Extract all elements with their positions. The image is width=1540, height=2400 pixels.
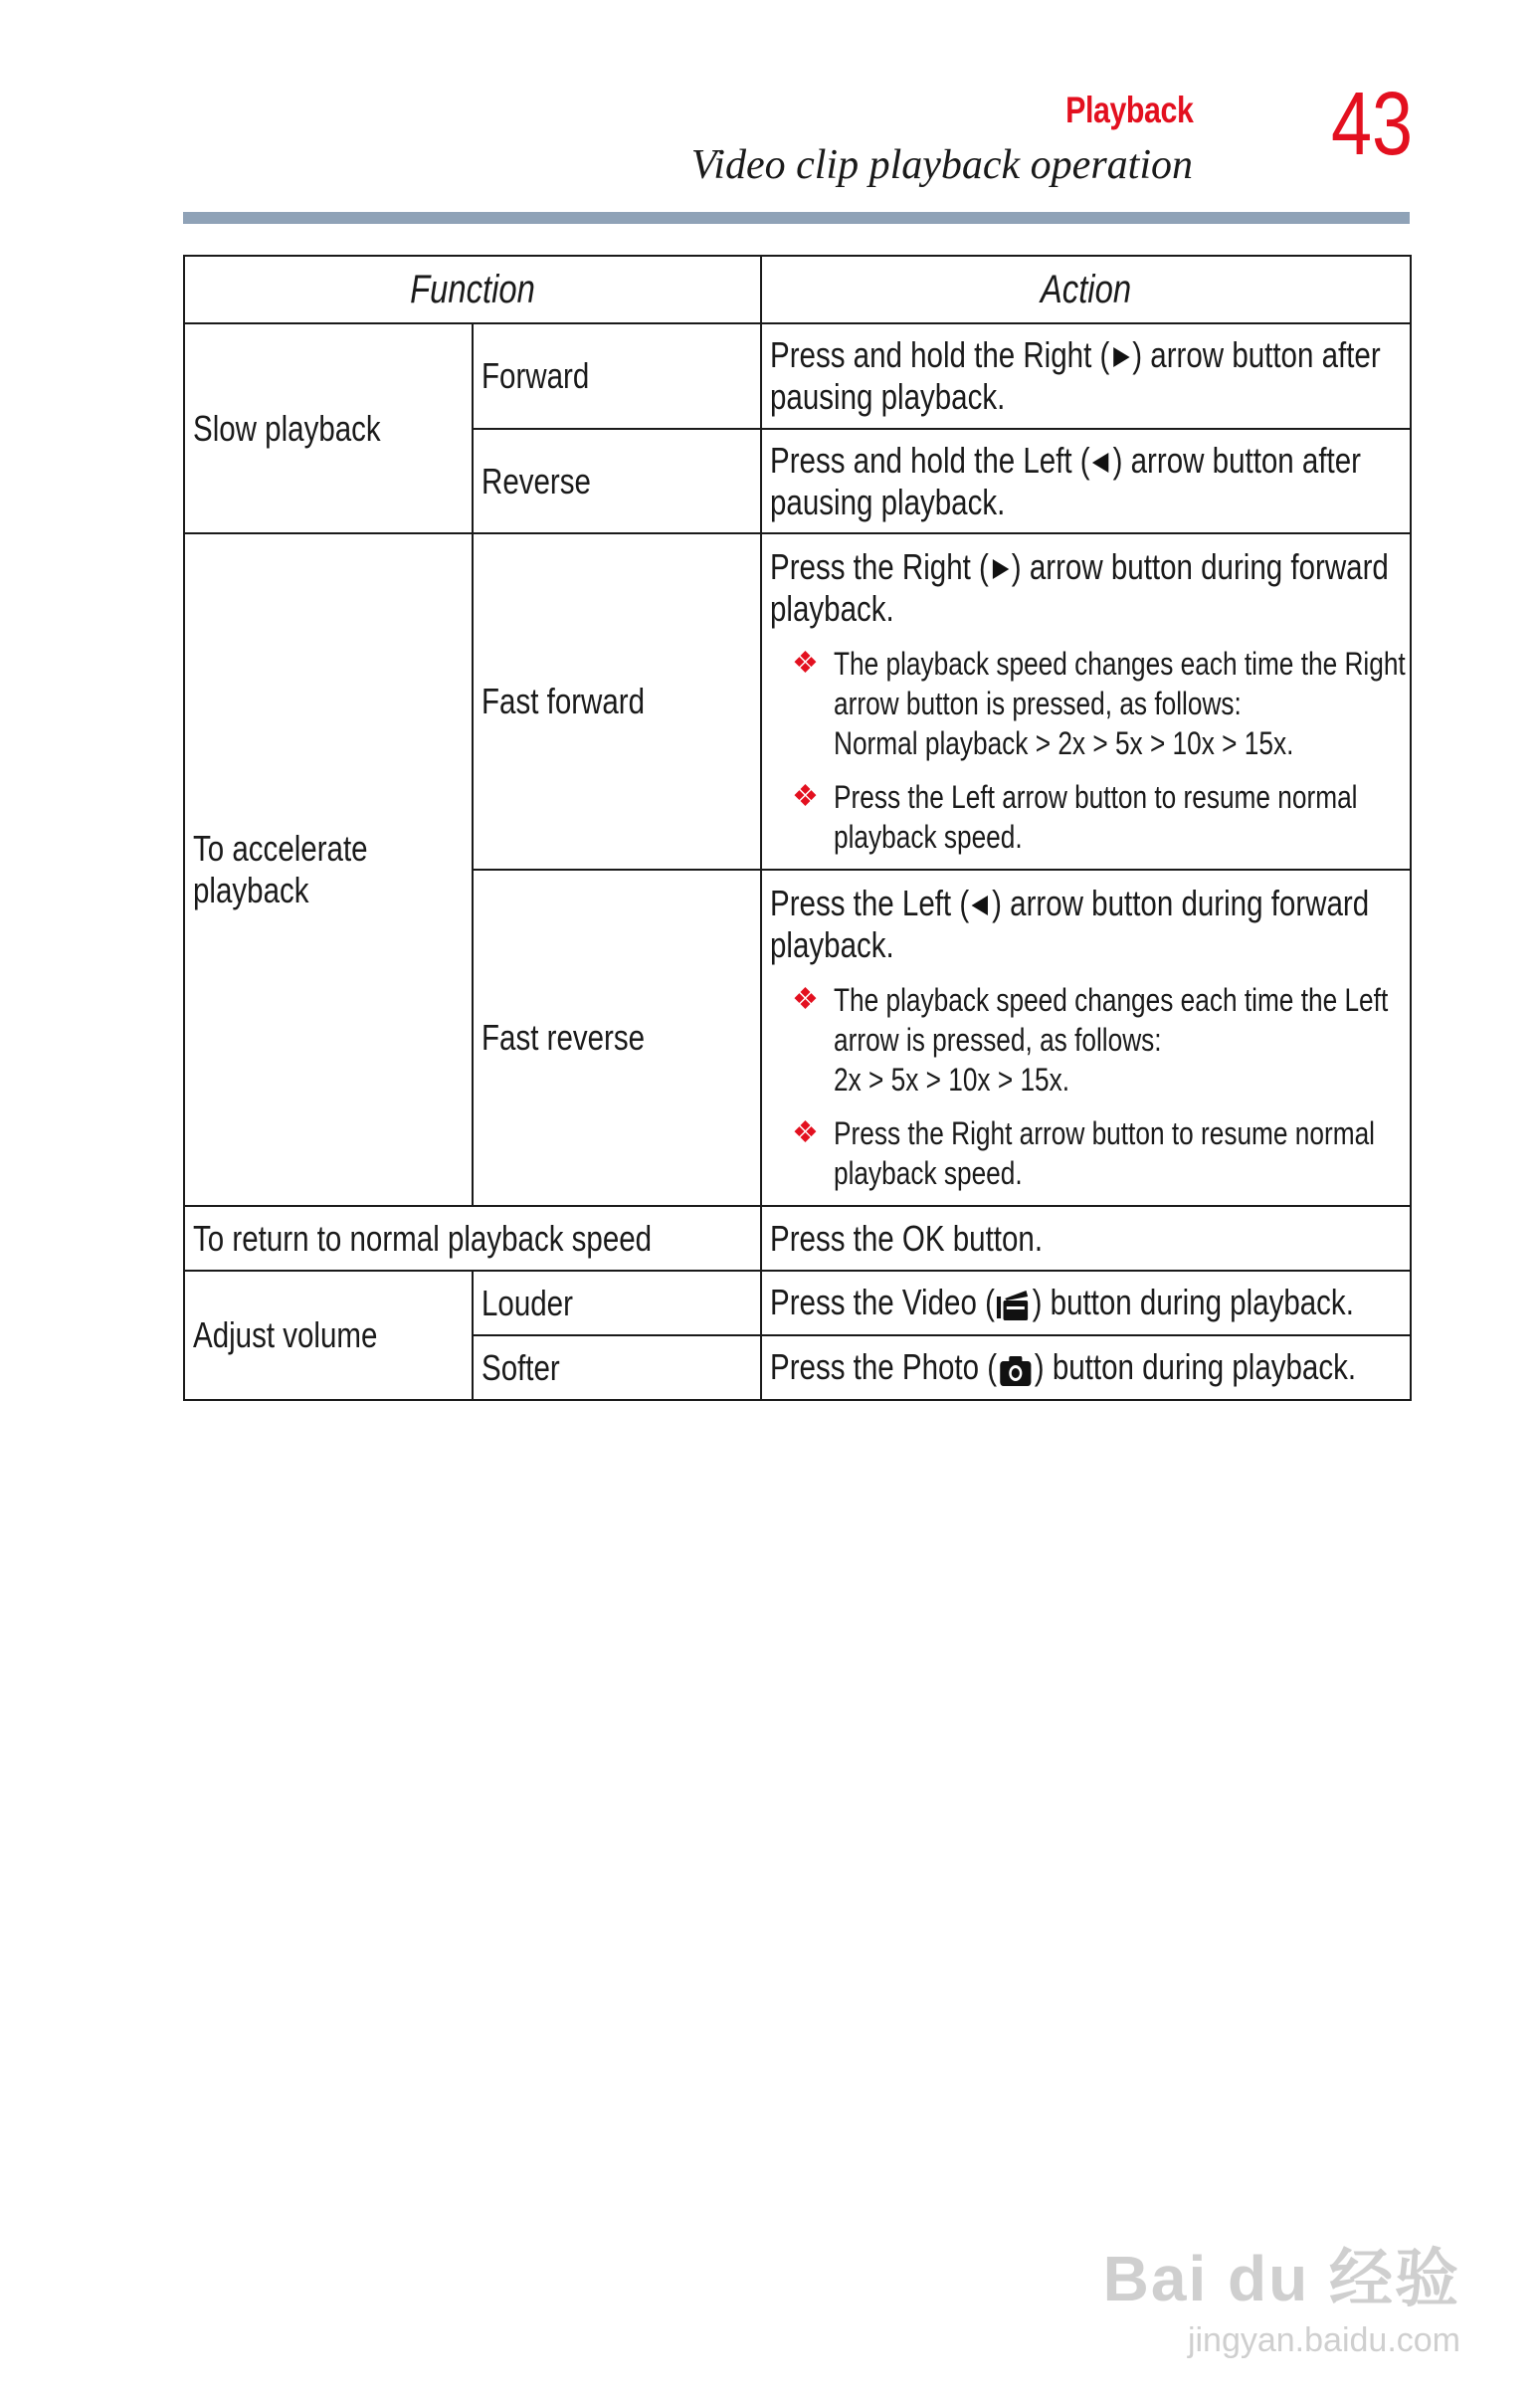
function-action-table [183,255,1412,1401]
left-arrow-icon [1090,450,1111,476]
table-header-row [184,256,1411,323]
normal-speed-action: Press the OK button. [761,1206,1411,1271]
baidu-watermark: Bai du 经验 jingyan.baidu.com [1102,2243,1460,2359]
diamond-bullet-icon: ❖ [792,983,819,1016]
bullet-resume-info: ❖ Press the Right arrow button to resume normal playback speed. [792,1115,1376,1191]
right-arrow-icon [990,556,1011,582]
page-number: 43 [1331,75,1414,174]
table-row [184,1206,1411,1271]
function-header: Function [184,256,761,323]
forward-action: Press and hold the Right ( ) arrow button after pausing playback. [761,323,1411,429]
softer-label: Softer [473,1335,761,1400]
slow-playback-label: Slow playback [184,323,473,533]
louder-action: Press the Video ( ) button during playback. [761,1271,1411,1335]
normal-speed-label: To return to normal playback speed [184,1206,761,1271]
header-rule [183,212,1410,224]
left-arrow-icon [970,893,991,918]
table-row [184,1271,1411,1335]
softer-action: Press the Photo ( ) button during playback. [761,1335,1411,1400]
fast-forward-label: Fast forward [473,533,761,870]
louder-label: Louder [473,1271,761,1335]
table-row [184,323,1411,429]
bullet-speed-info: ❖ The playback speed changes each time the Right arrow button is pressed, as follows: Normal playback > 2x > 5x > 10x > 15x. [792,646,1406,761]
fast-reverse-action: Press the Left ( ) arrow button during forward playback. ❖ The playback speed changes each time the Left arrow is pressed, as follows: 2x > 5x > 10x > 15x. ❖ Press the Right arrow button to resume normal playback speed. [761,870,1411,1206]
photo-camera-icon [998,1351,1034,1389]
fast-forward-action: Press the Right ( ) arrow button during forward playback. ❖ The playback speed changes each time the Right arrow button is pressed, as follows: Normal playback > 2x > 5x > 10x > 15x. ❖ Press the Left arrow button to resume normal playback speed. [761,533,1411,870]
page-subtitle: Video clip playback operation [690,142,1193,188]
fast-reverse-label: Fast reverse [473,870,761,1206]
section-title: Playback [1064,90,1193,130]
adjust-volume-label: Adjust volume [184,1271,473,1400]
reverse-action: Press and hold the Left ( ) arrow button after pausing playback. [761,429,1411,533]
diamond-bullet-icon: ❖ [792,1116,819,1149]
bullet-speed-info: ❖ The playback speed changes each time the Left arrow is pressed, as follows: 2x > 5x > 10x > 15x. [792,982,1389,1098]
right-arrow-icon [1110,344,1131,370]
forward-label: Forward [473,323,761,429]
reverse-label: Reverse [473,429,761,533]
bullet-resume-info: ❖ Press the Left arrow button to resume normal playback speed. [792,779,1358,855]
table-row [184,533,1411,870]
diamond-bullet-icon: ❖ [792,647,819,680]
action-header: Action [761,256,1411,323]
video-camera-icon [996,1287,1032,1324]
accelerate-label: To accelerate playback [184,533,473,1206]
diamond-bullet-icon: ❖ [792,780,819,813]
